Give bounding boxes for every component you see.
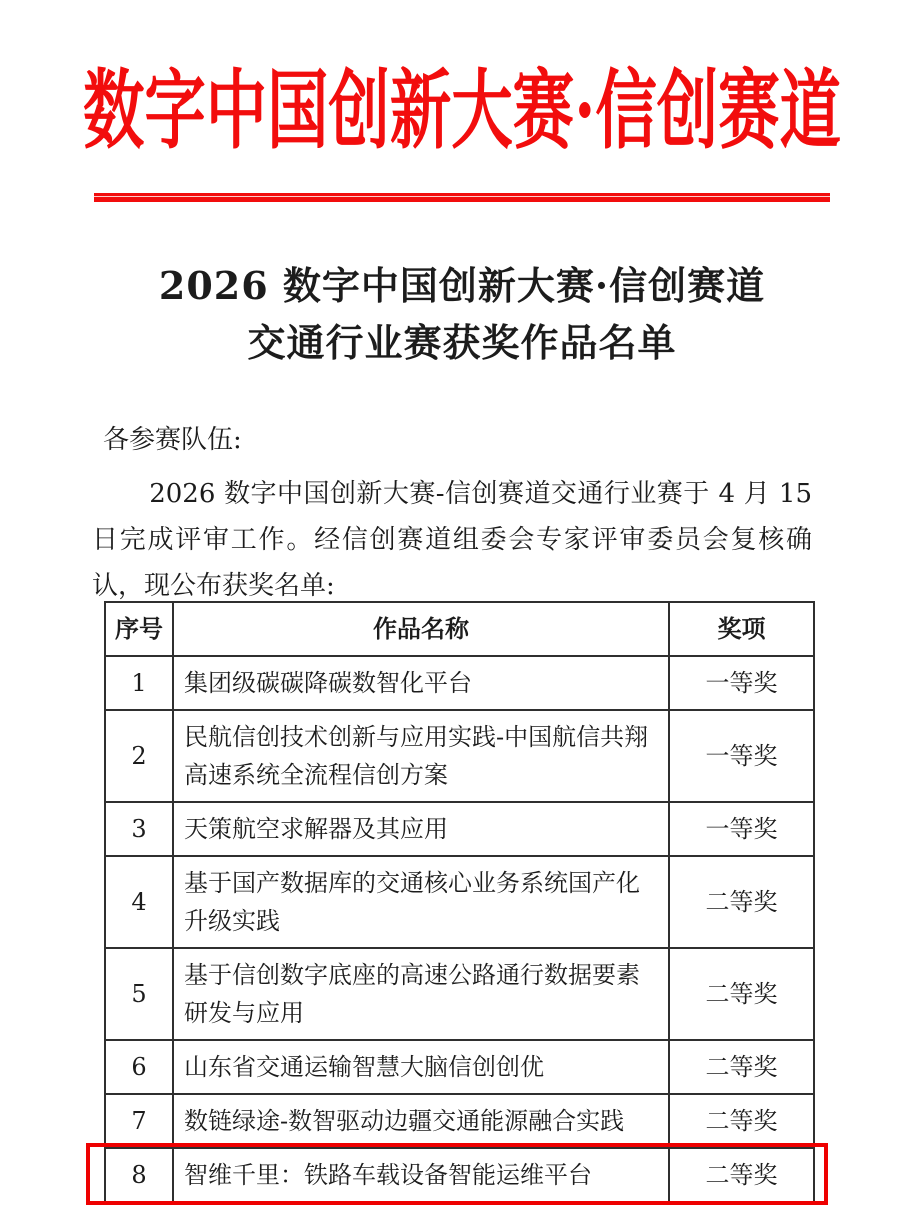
table-cell-no: 4 xyxy=(105,856,173,948)
table-cell-no: 2 xyxy=(105,710,173,802)
table-row xyxy=(105,710,814,802)
banner-title: 数字中国创新大赛·信创赛道 xyxy=(83,59,841,161)
table-cell-title: 数链绿途-数智驱动边疆交通能源融合实践 xyxy=(173,1094,669,1148)
table-cell-award: 一等奖 xyxy=(669,656,814,710)
table-row xyxy=(105,948,814,1040)
column-header-title: 作品名称 xyxy=(173,602,669,656)
column-header-award: 奖项 xyxy=(669,602,814,656)
column-header-no: 序号 xyxy=(105,602,173,656)
table-header-row xyxy=(105,602,814,656)
table-cell-award: 二等奖 xyxy=(669,1040,814,1094)
table-row xyxy=(105,656,814,710)
table-row xyxy=(105,802,814,856)
table-cell-title: 集团级碳碳降碳数智化平台 xyxy=(173,656,669,710)
table-row xyxy=(105,1148,814,1202)
table-cell-no: 6 xyxy=(105,1040,173,1094)
table-cell-no: 7 xyxy=(105,1094,173,1148)
greeting-line: 各参赛队伍: xyxy=(103,425,242,455)
table-row xyxy=(105,856,814,948)
table-cell-award: 二等奖 xyxy=(669,856,814,948)
document-title-line2: 交通行业赛获奖作品名单 xyxy=(247,320,677,365)
table-cell-award: 二等奖 xyxy=(669,948,814,1040)
award-table xyxy=(104,601,815,1203)
table-cell-award: 二等奖 xyxy=(669,1094,814,1148)
announcement-paragraph: 2026 数字中国创新大赛-信创赛道交通行业赛于 4 月 15 日完成评审工作。经信创赛道组委会专家评审委员会复核确认，现公布获奖名单: xyxy=(92,479,812,601)
table-cell-no: 3 xyxy=(105,802,173,856)
document-title xyxy=(0,257,924,371)
table-cell-title: 基于信创数字底座的高速公路通行数据要素研发与应用 xyxy=(173,948,669,1040)
table-cell-no: 8 xyxy=(105,1148,173,1202)
table-cell-no: 5 xyxy=(105,948,173,1040)
table-cell-award: 一等奖 xyxy=(669,710,814,802)
award-table-wrapper xyxy=(104,601,813,1203)
document-title-line1: 2026 数字中国创新大赛·信创赛道 xyxy=(158,263,766,308)
banner-divider-rule xyxy=(94,193,830,202)
table-cell-title: 天策航空求解器及其应用 xyxy=(173,802,669,856)
table-cell-title: 智维千里：铁路车载设备智能运维平台 xyxy=(173,1148,669,1202)
table-cell-no: 1 xyxy=(105,656,173,710)
table-cell-award: 一等奖 xyxy=(669,802,814,856)
table-row xyxy=(105,1094,814,1148)
table-cell-title: 民航信创技术创新与应用实践-中国航信共翔高速系统全流程信创方案 xyxy=(173,710,669,802)
table-cell-award: 二等奖 xyxy=(669,1148,814,1202)
table-row xyxy=(105,1040,814,1094)
table-cell-title: 基于国产数据库的交通核心业务系统国产化升级实践 xyxy=(173,856,669,948)
table-cell-title: 山东省交通运输智慧大脑信创创优 xyxy=(173,1040,669,1094)
